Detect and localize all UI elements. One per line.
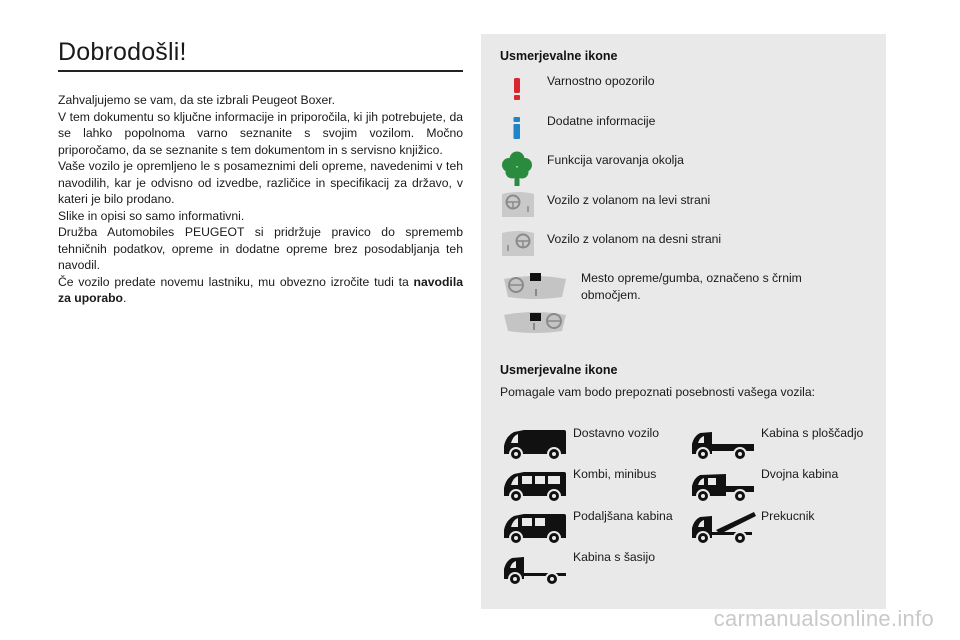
double-cab-icon <box>690 470 756 504</box>
intro-paragraph-6 <box>58 274 463 307</box>
flatbed-label: Kabina s ploščadjo <box>761 426 864 440</box>
section-2-subtitle: Pomagale vam bodo prepoznati posebnosti vašega vozila: <box>500 385 816 399</box>
dashboard-black-zone-icon <box>502 271 568 335</box>
intro-paragraph-3: Vaše vozilo je opremljeno le s posameznimi deli opreme, navedenimi v teh navodilih, kar je odvisno od izvedbe, različice in specifikacij za državo, v kateri je bilo prodano. <box>58 159 463 206</box>
dashboard-zone-label: Mesto opreme/gumba, označeno s črnim območjem. <box>581 271 802 302</box>
warning-exclamation-icon <box>510 77 524 101</box>
info-label: Dodatne informacije <box>547 114 656 128</box>
title-divider <box>58 70 463 72</box>
intro-paragraph-1: Zahvaljujemo se vam, da ste izbrali Peugeot Boxer. <box>58 93 336 107</box>
double-cab-label: Dvojna kabina <box>761 467 839 481</box>
manual-link-text: navodila za uporabo <box>58 274 463 305</box>
eco-label: Funkcija varovanja okolja <box>547 153 684 167</box>
intro-p6-prefix: Če vozilo predate novemu lastniku, mu obvezno izročite tudi ta <box>58 274 414 289</box>
page-title: Dobrodošli! <box>58 38 187 66</box>
section-1-title: Usmerjevalne ikone <box>500 49 618 63</box>
minibus-label: Kombi, minibus <box>573 467 657 481</box>
van-label: Dostavno vozilo <box>573 426 660 440</box>
lhd-label: Vozilo z volanom na levi strani <box>547 193 711 207</box>
info-icon <box>510 116 524 140</box>
chassis-cab-icon <box>502 553 568 587</box>
right-hand-drive-icon <box>502 230 534 256</box>
tipper-icon <box>690 508 756 546</box>
rhd-label: Vozilo z volanom na desni strani <box>547 232 722 246</box>
intro-paragraph-4: Slike in opisi so samo informativni. <box>58 208 245 223</box>
intro-paragraph-5: Družba Automobiles PEUGEOT si pridržuje pravico do sprememb tehničnih podatkov, opreme in dodatne opreme brez posodabljanja teh navodil. <box>58 225 463 272</box>
intro-text <box>58 92 463 307</box>
minibus-icon <box>502 470 568 504</box>
section-2-title: Usmerjevalne ikone <box>500 363 618 377</box>
intro-p6-suffix: . <box>123 291 127 305</box>
intro-paragraph-2: V tem dokumentu so ključne informacije in priporočila, ki jih potrebujete, da se lahko popolnoma varno seznanite s svojim vozilom. Močno priporočamo, da se seznanite s tem dokumentom in s servisno knjižico. <box>58 109 463 157</box>
chassis-cab-label: Kabina s šasijo <box>573 550 655 564</box>
warning-label: Varnostno opozorilo <box>547 74 655 88</box>
van-icon <box>502 428 568 462</box>
watermark: carmanualsonline.info <box>713 606 934 631</box>
flatbed-icon <box>690 428 756 462</box>
crew-van-label: Podaljšana kabina <box>573 509 673 523</box>
left-hand-drive-icon <box>502 191 534 217</box>
tree-icon <box>501 151 533 187</box>
crew-van-icon <box>502 512 568 546</box>
tipper-label: Prekucnik <box>761 509 815 523</box>
